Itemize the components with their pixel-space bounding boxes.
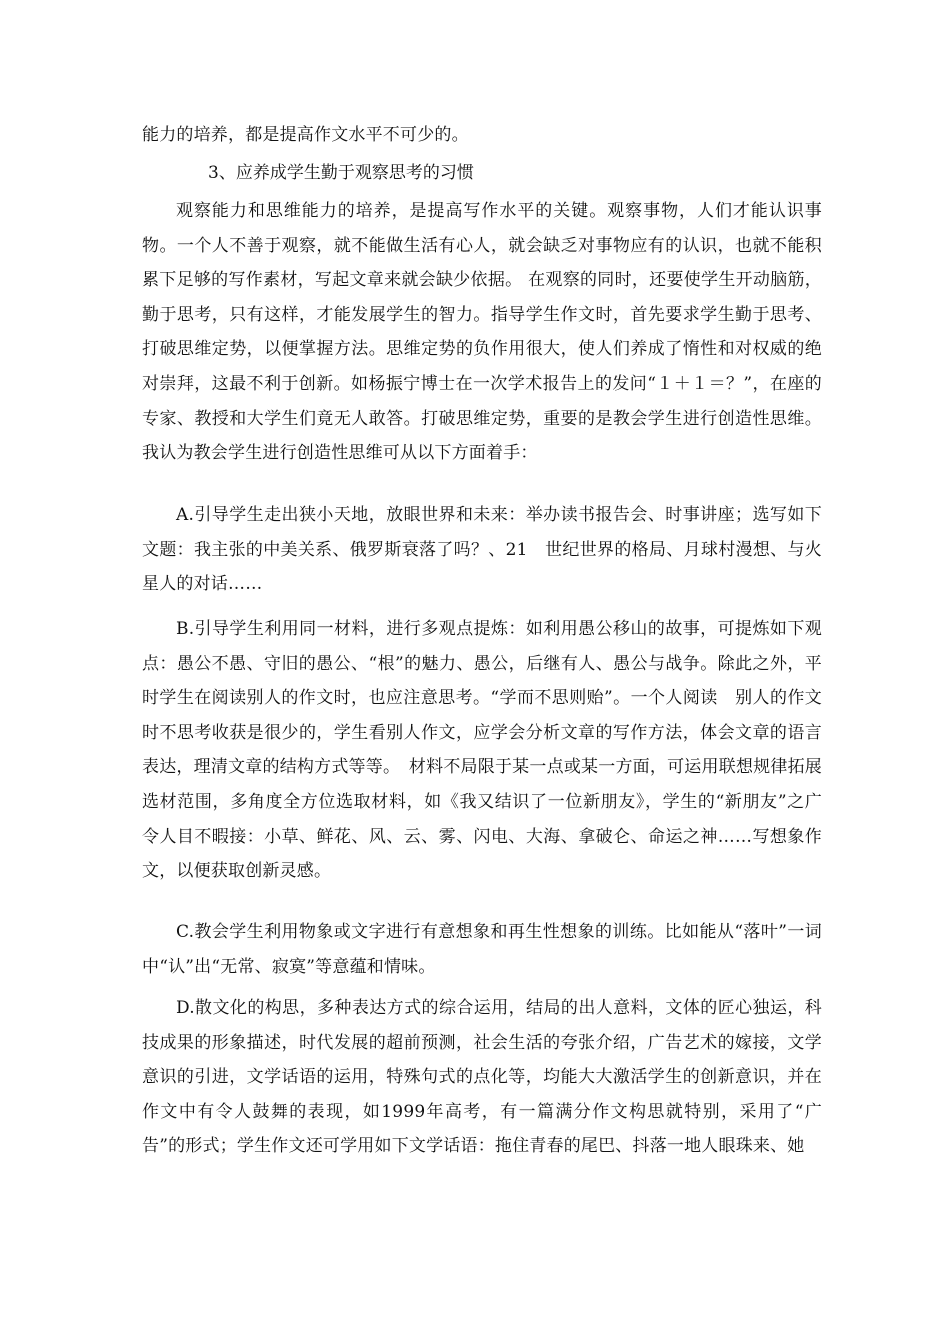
paragraph-item-a: A.引导学生走出狭小天地，放眼世界和未来：举办读书报告会、时事讲座；选写如下文题：我主张的中美关系、俄罗斯衰落了吗？、21 世纪世界的格局、月球村漫想、与火星人的对话…… <box>142 505 822 595</box>
paragraph-item-d: D.散文化的构思，多种表达方式的综合运用，结局的出人意料，文体的匠心独运，科技成果的形象描述，时代发展的超前预测，社会生活的夸张介绍，广告艺术的嫁接，文学意识的引进，文学话语的运用，特殊句式的点化等，均能大大激活学生的创新意识，并在作文中有令人鼓舞的表现，如1999年高考，有一篇满分作文构思就特别，采用了“广告”的形式；学生作文还可学用如下文学话语：拖住青春的尾巴、抖落一地人眼珠来、她 <box>142 998 822 1157</box>
paragraph-item-c: C.教会学生利用物象或文字进行有意想象和再生性想象的训练。比如能从“落叶”一词中“认”出“无常、寂寞”等意蕴和情味。 <box>142 922 822 977</box>
paragraph-observation: 观察能力和思维能力的培养，是提高写作水平的关键。观察事物，人们才能认识事物。一个人不善于观察，就不能做生活有心人，就会缺乏对事物应有的认识，也就不能积累下足够的写作素材，写起文章来就会缺少依据。 在观察的同时，还要使学生开动脑筋，勤于思考，只有这样，才能发展学生的智力。指导学生作文时，首先要求学生勤于思考、打破思维定势，以便掌握方法。思维定势的负作用很大，使人们养成了惰性和对权威的绝对崇拜，这最不利于创新。如杨振宁博士在一次学术报告上的发问“１＋１＝？”，在座的专家、教授和大学生们竟无人敢答。打破思维定势，重要的是教会学生进行创造性思维。我认为教会学生进行创造性思维可从以下方面着手： <box>142 201 822 464</box>
section-heading: 3、应养成学生勤于观察思考的习惯 <box>208 163 474 183</box>
paragraph-item-b: B.引导学生利用同一材料，进行多观点提炼：如利用愚公移山的故事，可提炼如下观点：愚公不愚、守旧的愚公、“根”的魅力、愚公，后继有人、愚公与战争。除此之外，平时学生在阅读别人的作文时，也应注意思考。“学而不思则贻”。一个人阅读 别人的作文时不思考收获是很少的，学生看别人作文，应学会分析文章的写作方法，体会文章的语言表达，理清文章的结构方式等等。 材料不局限于某一点或某一方面，可运用联想规律拓展选材范围，多角度全方位选取材料，如《我又结识了一位新朋友》，学生的“新朋友”之广令人目不暇接：小草、鲜花、风、云、雾、闪电、大海、拿破仑、命运之神……写想象作文，以便获取创新灵感。 <box>142 619 822 882</box>
paragraph-continuation: 能力的培养，都是提高作文水平不可少的。 <box>142 125 469 145</box>
